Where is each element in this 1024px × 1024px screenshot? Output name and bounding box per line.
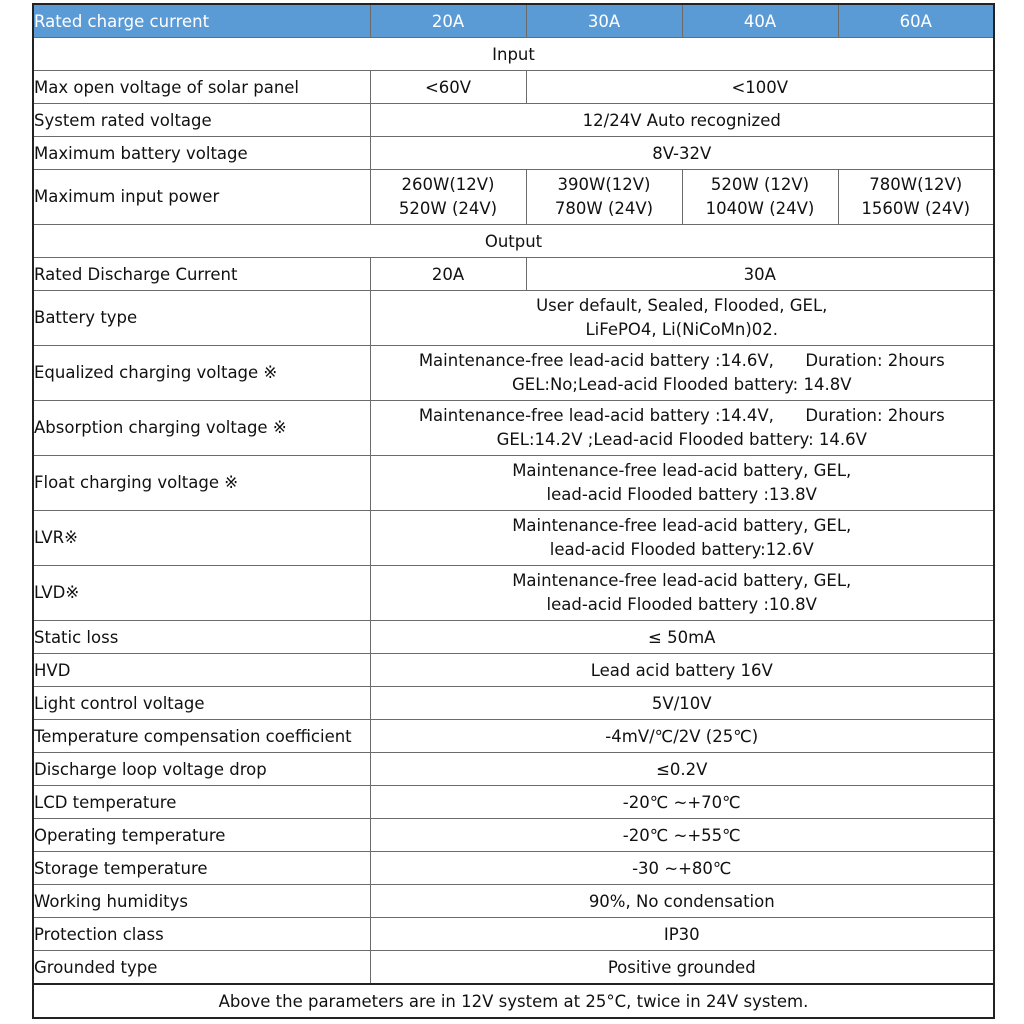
table-row	[33, 951, 994, 985]
row-value-30a-60a: 30A	[526, 258, 994, 291]
header-row	[33, 4, 994, 38]
row-value	[370, 401, 994, 456]
row-label: System rated voltage	[33, 104, 370, 137]
section-row-output	[33, 225, 994, 258]
row-value: -20℃ ~+55℃	[370, 819, 994, 852]
table-row	[33, 687, 994, 720]
row-label: LCD temperature	[33, 786, 370, 819]
table-row	[33, 621, 994, 654]
row-value-20a: 20A	[370, 258, 526, 291]
row-label: Max open voltage of solar panel	[33, 71, 370, 104]
header-model-60a: 60A	[838, 4, 994, 38]
row-label: Grounded type	[33, 951, 370, 985]
row-label: Equalized charging voltage ※	[33, 346, 370, 401]
row-value: ≤ 50mA	[370, 621, 994, 654]
table-row	[33, 786, 994, 819]
value-line-24v: 520W (24V)	[398, 199, 498, 218]
value-line-24v: 780W (24V)	[554, 199, 654, 218]
row-value: -4mV/℃/2V (25℃)	[370, 720, 994, 753]
specification-table	[32, 3, 995, 1019]
row-value-30a	[526, 170, 682, 225]
table-row	[33, 104, 994, 137]
row-label: Static loss	[33, 621, 370, 654]
row-value: -30 ~+80℃	[370, 852, 994, 885]
row-value: Positive grounded	[370, 951, 994, 985]
value-line: lead-acid Flooded battery:12.6V	[549, 540, 814, 559]
table-row	[33, 258, 994, 291]
header-model-40a: 40A	[682, 4, 838, 38]
row-label: Protection class	[33, 918, 370, 951]
row-value-20a: <60V	[370, 71, 526, 104]
value-line: Maintenance-free lead-acid battery, GEL,	[512, 515, 852, 535]
table-row	[33, 753, 994, 786]
row-value: IP30	[370, 918, 994, 951]
table-row	[33, 456, 994, 511]
table-row	[33, 401, 994, 456]
row-value: ≤0.2V	[370, 753, 994, 786]
table-row	[33, 71, 994, 104]
value-line-24v: 1560W (24V)	[861, 199, 971, 218]
table-row	[33, 170, 994, 225]
value-line-24v: 1040W (24V)	[705, 199, 815, 218]
row-label: LVR※	[33, 511, 370, 566]
value-line: Maintenance-free lead-acid battery, GEL,	[512, 570, 852, 590]
table-row	[33, 918, 994, 951]
row-label: Light control voltage	[33, 687, 370, 720]
row-label: Float charging voltage ※	[33, 456, 370, 511]
value-line: Maintenance-free lead-acid battery, GEL,	[512, 460, 852, 480]
row-label: Discharge loop voltage drop	[33, 753, 370, 786]
value-line: lead-acid Flooded battery :10.8V	[546, 595, 817, 614]
row-label: HVD	[33, 654, 370, 687]
row-label: LVD※	[33, 566, 370, 621]
header-model-20a: 20A	[370, 4, 526, 38]
row-label: Battery type	[33, 291, 370, 346]
section-title-input: Input	[33, 38, 994, 71]
table-row	[33, 885, 994, 918]
row-label: Maximum battery voltage	[33, 137, 370, 170]
row-value: Lead acid battery 16V	[370, 654, 994, 687]
header-model-30a: 30A	[526, 4, 682, 38]
row-value: 5V/10V	[370, 687, 994, 720]
table-row	[33, 566, 994, 621]
row-value	[370, 566, 994, 621]
row-value-40a	[682, 170, 838, 225]
table-row	[33, 291, 994, 346]
table-row	[33, 852, 994, 885]
value-line: LiFePO4, Li(NiCoMn)02.	[585, 320, 779, 339]
table-row	[33, 137, 994, 170]
row-value-60a	[838, 170, 994, 225]
row-value	[370, 456, 994, 511]
row-value	[370, 511, 994, 566]
value-line: GEL:No;Lead-acid Flooded battery: 14.8V	[512, 375, 852, 394]
value-line: GEL:14.2V ;Lead-acid Flooded battery: 14.6V	[496, 430, 867, 449]
value-line-12v: 520W (12V)	[710, 174, 810, 194]
row-label: Absorption charging voltage ※	[33, 401, 370, 456]
value-line: lead-acid Flooded battery :13.8V	[546, 485, 817, 504]
header-label: Rated charge current	[33, 4, 370, 38]
table-row	[33, 511, 994, 566]
footnote: Above the parameters are in 12V system at 25°C, twice in 24V system.	[33, 984, 994, 1018]
row-label: Operating temperature	[33, 819, 370, 852]
row-label: Storage temperature	[33, 852, 370, 885]
row-value: -20℃ ~+70℃	[370, 786, 994, 819]
row-value: 12/24V Auto recognized	[370, 104, 994, 137]
section-row-input	[33, 38, 994, 71]
value-line: Maintenance-free lead-acid battery :14.4V, Duration: 2hours	[418, 405, 945, 425]
row-label: Rated Discharge Current	[33, 258, 370, 291]
table-row	[33, 346, 994, 401]
value-line: User default, Sealed, Flooded, GEL,	[536, 295, 828, 315]
section-title-output: Output	[33, 225, 994, 258]
row-value	[370, 346, 994, 401]
row-value: 90%, No condensation	[370, 885, 994, 918]
row-value	[370, 291, 994, 346]
row-value-30a-60a: <100V	[526, 71, 994, 104]
value-line-12v: 260W(12V)	[401, 174, 495, 194]
value-line-12v: 780W(12V)	[869, 174, 963, 194]
table-row	[33, 720, 994, 753]
table-row	[33, 819, 994, 852]
table-row	[33, 654, 994, 687]
row-value: 8V-32V	[370, 137, 994, 170]
row-label: Working humiditys	[33, 885, 370, 918]
value-line-12v: 390W(12V)	[557, 174, 651, 194]
row-label: Temperature compensation coefficient	[33, 720, 370, 753]
row-value-20a	[370, 170, 526, 225]
row-label: Maximum input power	[33, 170, 370, 225]
value-line: Maintenance-free lead-acid battery :14.6V, Duration: 2hours	[418, 350, 945, 370]
footnote-row	[33, 984, 994, 1018]
